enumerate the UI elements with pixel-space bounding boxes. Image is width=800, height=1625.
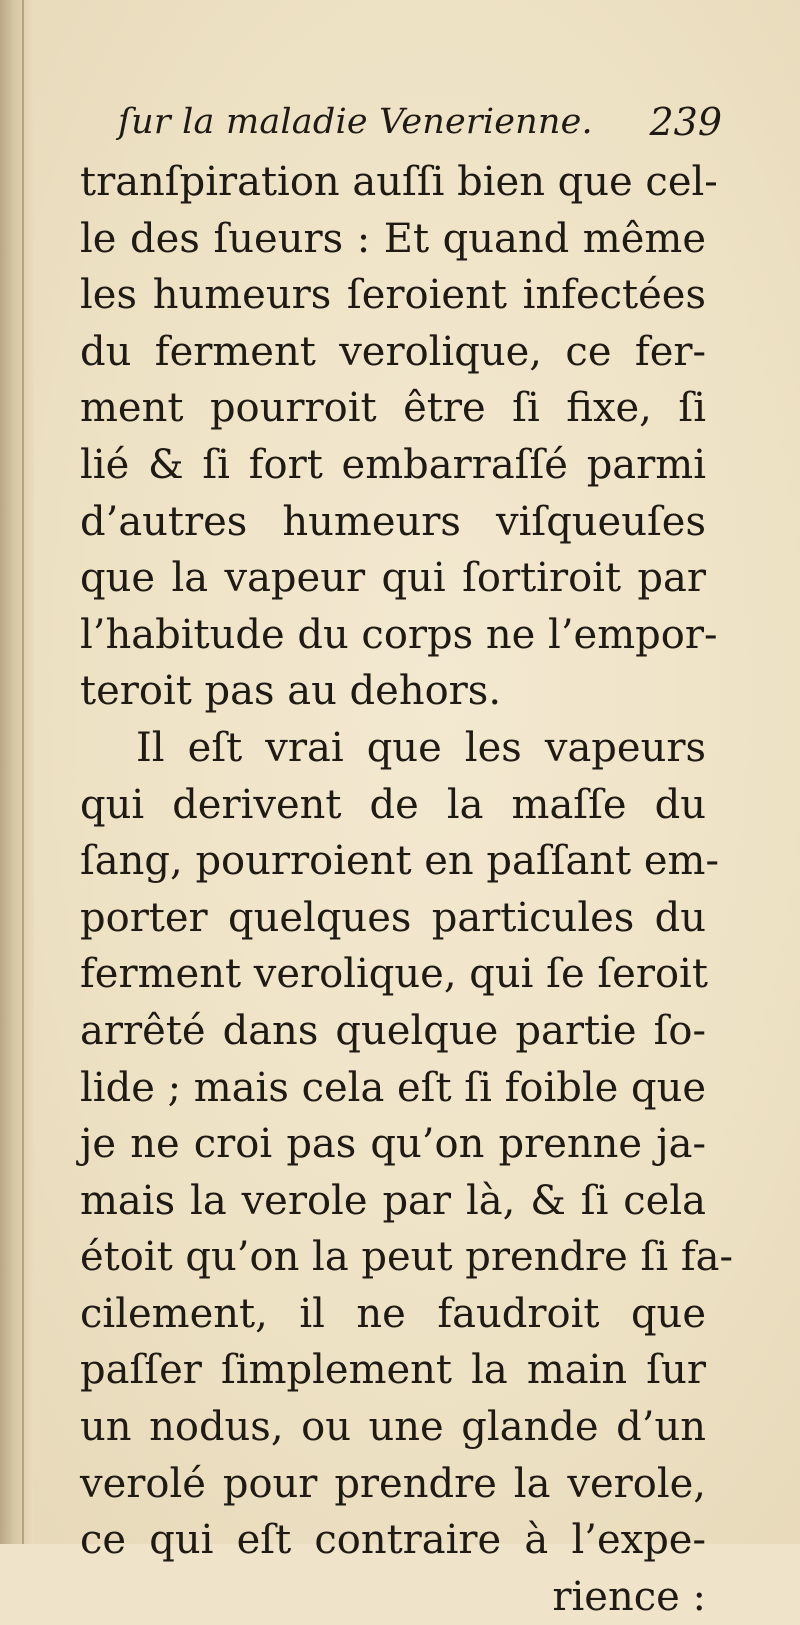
text-line: mais la verole par là, & ſi cela: [80, 1177, 706, 1224]
page-number: 239: [649, 100, 722, 144]
text-line: d’autres humeurs viſqueuſes: [80, 498, 706, 545]
page-header: [118, 96, 722, 148]
text-line: ferment verolique, qui ſe ſeroit: [80, 951, 708, 998]
text-line: ce qui eſt contraire à l’expe-: [80, 1517, 706, 1564]
text-line: tranſpiration auſſi bien que cel-: [80, 159, 718, 205]
text-line: ſang, pourroient en paſſant em-: [80, 838, 719, 885]
page-gutter: [0, 0, 34, 1544]
text-line: lide ; mais cela eſt ſi foible que: [80, 1064, 707, 1111]
body-text: [80, 154, 733, 1620]
text-line: étoit qu’on la peut prendre ſi fa-: [80, 1234, 733, 1281]
text-line: cilement, il ne faudroit que: [80, 1290, 706, 1337]
text-line: je ne croi pas qu’on prenne ja-: [80, 1121, 706, 1168]
text-line: le des ſueurs : Et quand même: [80, 215, 706, 262]
text-line: ment pourroit être ſi fixe, ſi: [80, 385, 706, 432]
text-line: les humeurs ſeroient infectées: [80, 272, 706, 319]
text-line: paſſer ſimplement la main ſur: [80, 1347, 706, 1394]
text-line: l’habitude du corps ne l’empor-: [80, 611, 718, 658]
text-line: arrêté dans quelque partie ſo-: [80, 1007, 706, 1054]
text-line: porter quelques particules du: [80, 894, 706, 941]
text-line: lié & ſi fort embarraſſé parmi: [80, 441, 706, 488]
paragraph-start-line: Il eſt vrai que les vapeurs: [136, 724, 706, 771]
running-title: ſur la maladie Venerienne.: [118, 102, 593, 142]
text-line: que la vapeur qui ſortiroit par: [80, 555, 706, 602]
catchword: rience :: [552, 1573, 706, 1620]
gutter-fold-line: [22, 0, 24, 1544]
text-line: du ferment verolique, ce fer-: [80, 328, 706, 375]
text-line: teroit pas au dehors.: [80, 668, 502, 715]
text-line: verolé pour prendre la verole,: [80, 1460, 706, 1507]
text-line: un nodus, ou une glande d’un: [80, 1404, 706, 1451]
text-line: qui derivent de la maſſe du: [80, 781, 706, 828]
